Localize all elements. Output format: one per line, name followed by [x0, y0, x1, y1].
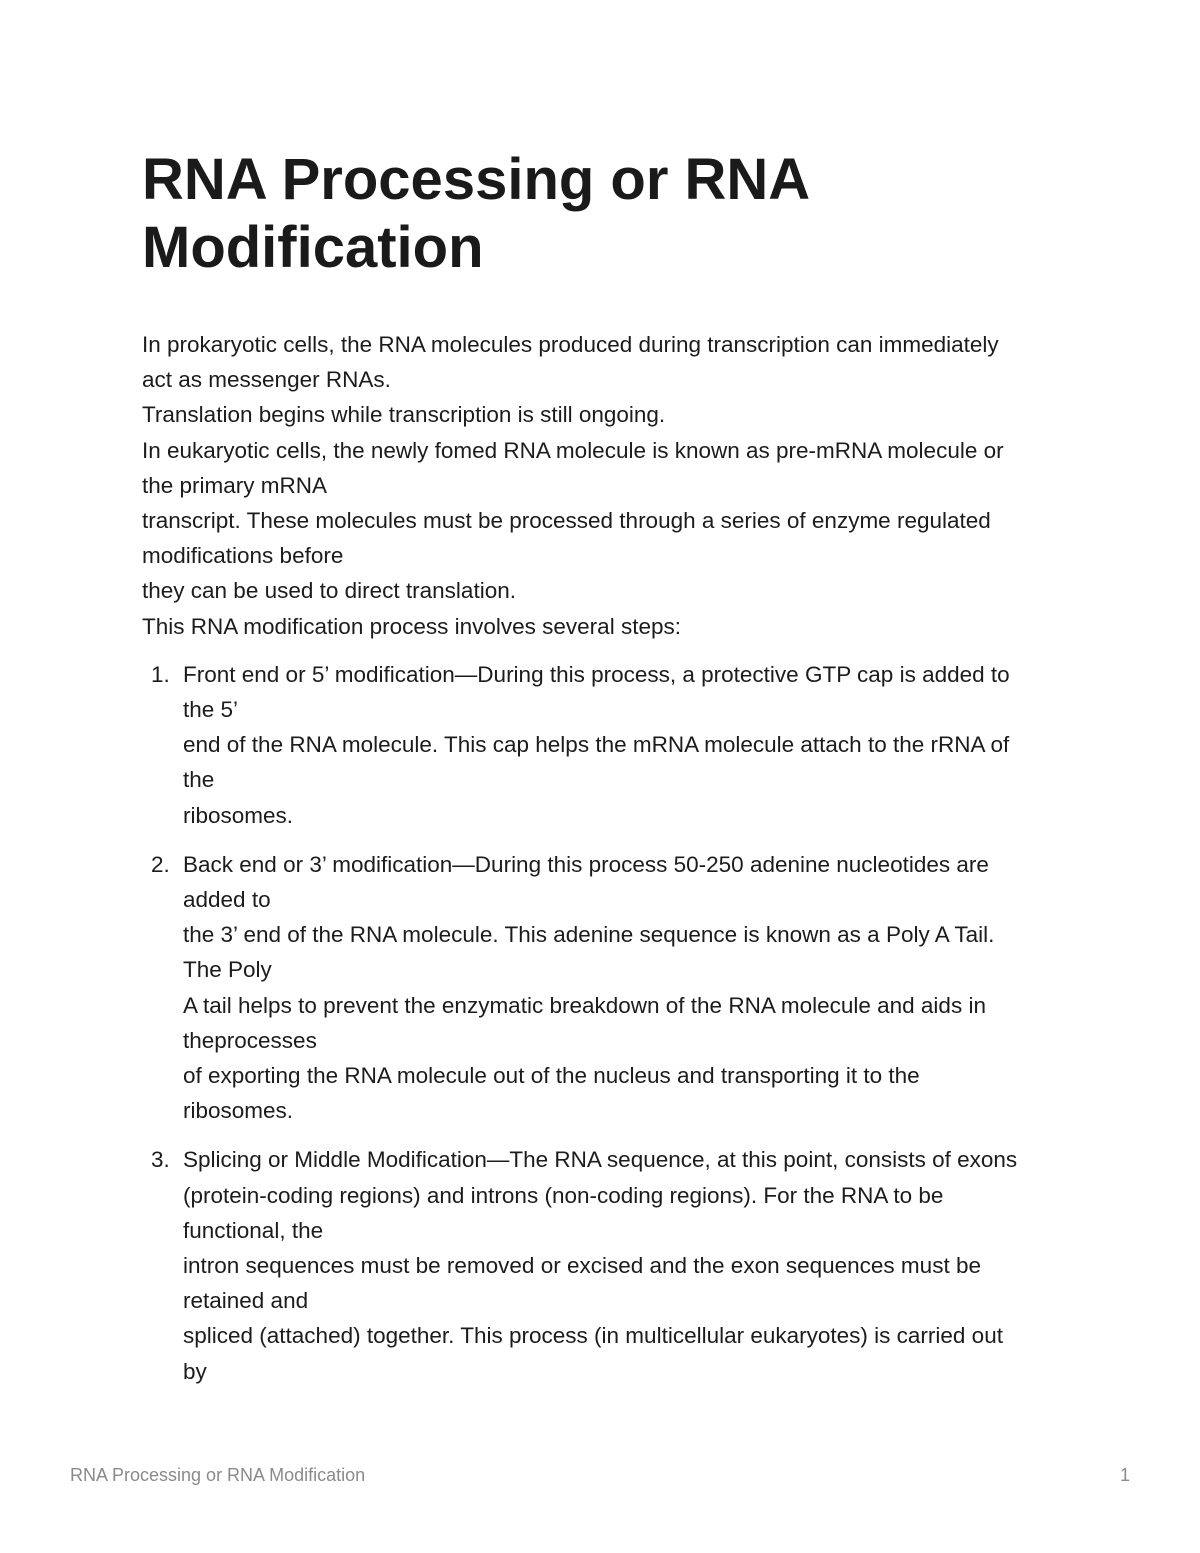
text-line: This RNA modification process involves several steps: — [142, 613, 681, 639]
title-line: RNA Processing or RNA — [142, 147, 811, 212]
text-line: Front end or 5’ modification—During this process, a protective GTP cap is added to — [183, 661, 1010, 687]
text-line: The Poly — [183, 957, 272, 983]
title-line: Modification — [142, 215, 484, 280]
footer-title: RNA Processing or RNA Modification — [70, 1465, 366, 1485]
page-title — [142, 146, 1042, 282]
text-line: spliced (attached) together. This process (in multicellular eukaryotes) is carried out — [183, 1323, 1003, 1349]
steps-list — [142, 657, 1077, 1389]
text-line: Back end or 3’ modification—During this process 50-250 adenine nucleotides are — [183, 851, 989, 877]
text-line: the 3’ end of the RNA molecule. This adenine sequence is known as a Poly A Tail. — [183, 922, 995, 948]
text-line: intron sequences must be removed or excised and the exon sequences must be — [183, 1253, 981, 1279]
document-body — [142, 327, 1077, 1403]
step-number: 3. — [151, 1147, 170, 1173]
text-line: ribosomes. — [183, 1098, 294, 1124]
text-line: functional, the — [183, 1217, 324, 1243]
step-item — [142, 847, 1077, 1129]
text-line: transcript. These molecules must be processed through a series of enzyme regulated — [142, 508, 991, 534]
text-line: (protein-coding regions) and introns (non-coding regions). For the RNA to be — [183, 1182, 944, 1208]
text-line: retained and — [183, 1288, 309, 1314]
text-line: added to — [183, 887, 271, 913]
text-line: of exporting the RNA molecule out of the nucleus and transporting it to the — [183, 1063, 920, 1089]
text-line: the — [183, 767, 215, 793]
text-line: the 5’ — [183, 697, 239, 723]
step-item — [142, 657, 1077, 833]
text-line: Translation begins while transcription is still ongoing. — [142, 402, 666, 428]
step-number: 1. — [151, 661, 170, 687]
text-line: end of the RNA molecule. This cap helps the mRNA molecule attach to the rRNA of — [183, 732, 1010, 758]
text-line: the primary mRNA — [142, 472, 328, 498]
text-line: modifications before — [142, 543, 344, 569]
text-line: A tail helps to prevent the enzymatic breakdown of the RNA molecule and aids in — [183, 992, 986, 1018]
text-line: they can be used to direct translation. — [142, 578, 516, 604]
step-item — [142, 1142, 1077, 1388]
text-line: ribosomes. — [183, 802, 294, 828]
text-line: In eukaryotic cells, the newly fomed RNA molecule is known as pre-mRNA molecule or — [142, 437, 1004, 463]
text-line: by — [183, 1358, 207, 1384]
text-line: In prokaryotic cells, the RNA molecules produced during transcription can immediately — [142, 332, 999, 357]
intro-paragraph — [142, 327, 1077, 644]
text-line: Splicing or Middle Modification—The RNA sequence, at this point, consists of exons — [183, 1147, 1018, 1173]
page-number: 1 — [1119, 1465, 1130, 1485]
step-number: 2. — [151, 851, 170, 877]
text-line: theprocesses — [183, 1027, 317, 1053]
text-line: act as messenger RNAs. — [142, 367, 391, 393]
